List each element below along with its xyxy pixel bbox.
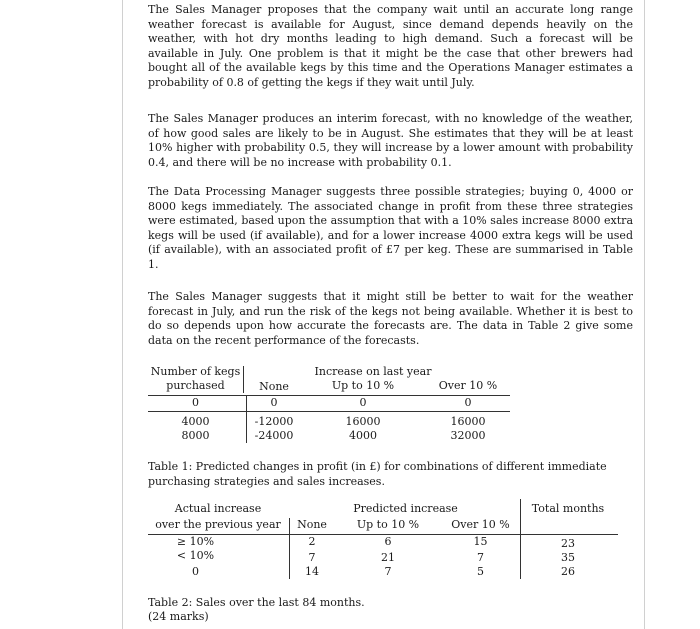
table2-row-0-over: 15 bbox=[473, 535, 488, 548]
table1-vertical-rule-2 bbox=[246, 395, 247, 443]
table1-row-1-up: 16000 bbox=[345, 415, 381, 428]
table2-row-1-none: 7 bbox=[308, 551, 316, 564]
table2-row-header-top: Actual increase bbox=[174, 502, 262, 515]
table2-vertical-rule-right bbox=[520, 499, 521, 534]
paragraph-2: The Sales Manager produces an interim forecast, with no knowledge of the weather, of how good sales are likely to be in August. She estimates that they will be at least 10% higher with probability 0.5, they will increase by a lower amount with probability 0.4, and there will be no increase with probability 0.1. bbox=[148, 112, 633, 169]
table2-row-2-total: 26 bbox=[561, 565, 575, 578]
table2-caption: Table 2: Sales over the last 84 months. bbox=[148, 596, 365, 609]
table2-row-2-up: 7 bbox=[384, 565, 392, 578]
table2-row-0-label: ≥ 10% bbox=[176, 535, 215, 548]
table2-row-1-total: 35 bbox=[561, 551, 575, 564]
table2-row-0-up: 6 bbox=[384, 535, 392, 548]
table1-row-2-over: 32000 bbox=[450, 429, 486, 442]
table1-row-header-bottom: purchased bbox=[166, 379, 225, 392]
table1-row-rule bbox=[148, 411, 510, 412]
paragraph-4: The Sales Manager suggests that it might still be better to wait for the weather forecast in July, and run the risk of the kegs not being available. Whether it is best to do so depends upon how accurate the forecasts are. The data in Table 2 give some data on the recent performance of the forecasts. bbox=[148, 290, 633, 347]
table2-row-2-none: 14 bbox=[305, 565, 319, 578]
marks-note: (24 marks) bbox=[148, 610, 209, 623]
table1-row-0-none: 0 bbox=[270, 396, 278, 409]
table1-caption: Table 1: Predicted changes in profit (in £) for combinations of different immediate purchasing strategies and sales increases. bbox=[148, 460, 607, 488]
table2-col-none: None bbox=[297, 518, 327, 531]
table2-col-up-to-10: Up to 10 % bbox=[356, 518, 420, 531]
paragraph-1: The Sales Manager proposes that the company wait until an accurate long range weather forecast is available for August, since demand depends heavily on the weather, with hot dry months leading to high demand. Such a forecast will be available in July. One problem is that it might be the case that other brewers had bought all of the available kegs by this time and the Operations Manager estimates a probability of 0.8 of getting the kegs if they wait until July. bbox=[148, 3, 633, 89]
table1-row-1-over: 16000 bbox=[450, 415, 486, 428]
table2-row-0-none: 2 bbox=[308, 535, 316, 548]
table2-row-2-label: 0 bbox=[192, 565, 199, 578]
table1-row-2-none: -24000 bbox=[254, 429, 294, 442]
table2-row-header-bottom: over the previous year bbox=[155, 518, 281, 531]
paragraph-3: The Data Processing Manager suggests three possible strategies; buying 0, 4000 or 8000 kegs immediately. The associated change in profit from these three strategies were estimated, based upon the assumption that with a 10% sales increase 8000 extra kegs will be used (if available), and for a lower increase 4000 extra kegs will be used (if available), with an associated profit of £7 per keg. These are summarised in Table 1. bbox=[148, 185, 633, 271]
table1-row-2-label: 8000 bbox=[181, 429, 210, 442]
table1-row-1-none: -12000 bbox=[254, 415, 294, 428]
table1-row-2-up: 4000 bbox=[349, 429, 377, 442]
table1-row-header-top: Number of kegs bbox=[150, 365, 241, 378]
table1-row-0-label: 0 bbox=[192, 396, 199, 409]
table1-row-0-up: 0 bbox=[359, 396, 367, 409]
table2-total-header: Total months bbox=[531, 502, 605, 515]
table2-vertical-rule-body-left bbox=[289, 534, 290, 579]
table2-row-0-total: 23 bbox=[561, 537, 575, 550]
table1-row-0-over: 0 bbox=[464, 396, 472, 409]
table2-row-1-over: 7 bbox=[477, 551, 484, 564]
table2-col-over-10: Over 10 % bbox=[451, 518, 510, 531]
table1-col-none: None bbox=[259, 380, 289, 393]
page-right-edge bbox=[644, 0, 645, 629]
table1-group-header: Increase on last year bbox=[314, 365, 432, 378]
table2-vertical-rule-left bbox=[289, 518, 290, 534]
table1-col-up-to-10: Up to 10 % bbox=[331, 379, 395, 392]
table1-row-1-label: 4000 bbox=[181, 415, 210, 428]
table2-row-1-label: < 10% bbox=[176, 549, 215, 562]
table2-row-1-up: 21 bbox=[381, 551, 395, 564]
table2-group-header: Predicted increase bbox=[353, 502, 458, 515]
table1-col-over-10: Over 10 % bbox=[438, 379, 498, 392]
table1-vertical-rule-1 bbox=[243, 366, 244, 393]
table2-vertical-rule-body-right bbox=[520, 534, 521, 579]
page-left-edge bbox=[122, 0, 123, 629]
table2-row-2-over: 5 bbox=[477, 565, 484, 578]
